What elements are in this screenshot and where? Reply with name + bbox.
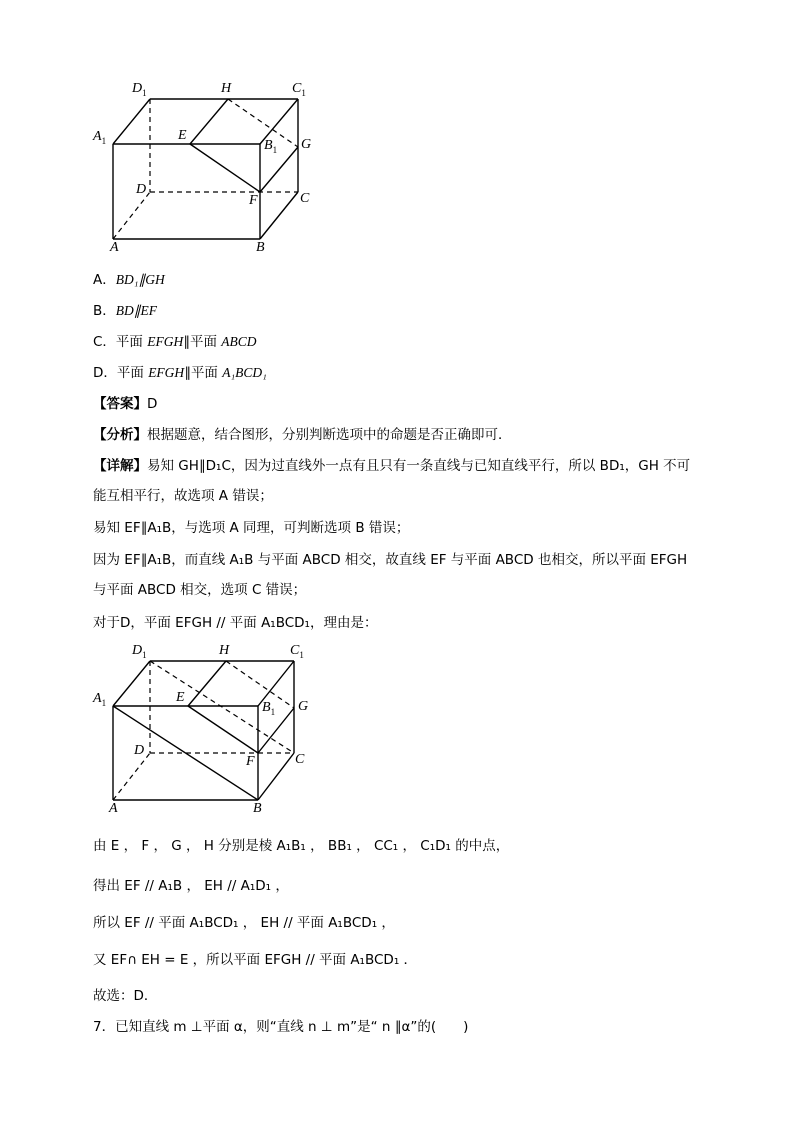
label2-h: H	[219, 643, 230, 658]
label2-e: E	[176, 690, 185, 705]
option-d: D．平面 EFGH∥平面 A₁BCD₁	[93, 365, 267, 381]
cuboid-diagram-2	[88, 640, 328, 822]
option-b: B．BD∥EF	[93, 303, 158, 319]
detail-paragraph-4: 对于D，平面 EFGH // 平面 A₁BCD₁，理由是：	[93, 615, 378, 631]
proof-line-1: 由 E ， F ， G ， H 分别是棱 A₁B₁ ， BB₁ ， CC₁ ， C₁D₁ 的中点，	[93, 838, 510, 854]
cuboid-figure-2	[88, 640, 328, 822]
label2-b1: $B_1$	[262, 700, 276, 717]
label-c1: $C_1$	[292, 81, 306, 98]
detail-paragraph-1: 【详解】易知 GH∥D₁C，因为过直线外一点有且只有一条直线与已知直线平行，所以 BD₁，GH 不可能互相平行，故选项 A 错误；	[93, 458, 691, 504]
option-c: C．平面 EFGH∥平面 ABCD	[93, 334, 257, 350]
question-7: 7．已知直线 m ⊥平面 α，则“直线 n ⊥ m”是“ n ∥α”的( )	[93, 1019, 469, 1035]
label-b: B	[256, 240, 265, 255]
label2-f: F	[246, 754, 255, 769]
label2-c: C	[295, 752, 305, 767]
proof-line-2: 得出 EF // A₁B ， EH // A₁D₁ ，	[93, 878, 289, 894]
detail-paragraph-2: 易知 EF∥A₁B，与选项 A 同理，可判断选项 B 错误；	[93, 520, 410, 536]
label2-d: D	[134, 743, 145, 758]
label-f: F	[249, 193, 258, 208]
label-d: D	[136, 182, 147, 197]
label2-b: B	[253, 801, 262, 816]
label-a1: $A_1$	[93, 129, 107, 146]
label2-d1: $D_1$	[132, 643, 147, 660]
label-g: G	[301, 137, 312, 152]
label2-a: A	[109, 801, 118, 816]
label2-c1: $C_1$	[290, 643, 304, 660]
label-h: H	[221, 81, 232, 96]
option-a: A．BD₁∥GH	[93, 272, 165, 288]
label2-a1: $A_1$	[93, 691, 107, 708]
answer-line: 【答案】D	[93, 396, 158, 412]
label-b1: $B_1$	[264, 138, 278, 155]
label-d1: $D_1$	[132, 81, 147, 98]
cuboid-figure-1	[88, 76, 328, 261]
proof-line-3: 所以 EF // 平面 A₁BCD₁ ， EH // 平面 A₁BCD₁ ，	[93, 915, 395, 931]
proof-line-4: 又 EF∩ EH = E ，所以平面 EFGH // 平面 A₁BCD₁ ．	[93, 952, 418, 968]
label-e: E	[178, 128, 187, 143]
detail-paragraph-3: 因为 EF∥A₁B，而直线 A₁B 与平面 ABCD 相交，故直线 EF 与平面 ABCD 也相交，所以平面 EFGH 与平面 ABCD 相交，选项 C 错误；	[93, 552, 688, 598]
proof-line-5: 故选：D．	[93, 988, 158, 1004]
analysis-line: 【分析】根据题意，结合图形，分别判断选项中的命题是否正确即可．	[93, 427, 512, 443]
label-a: A	[110, 240, 119, 255]
label-c: C	[300, 191, 310, 206]
cuboid-diagram-1	[88, 76, 328, 261]
label2-g: G	[298, 699, 309, 714]
